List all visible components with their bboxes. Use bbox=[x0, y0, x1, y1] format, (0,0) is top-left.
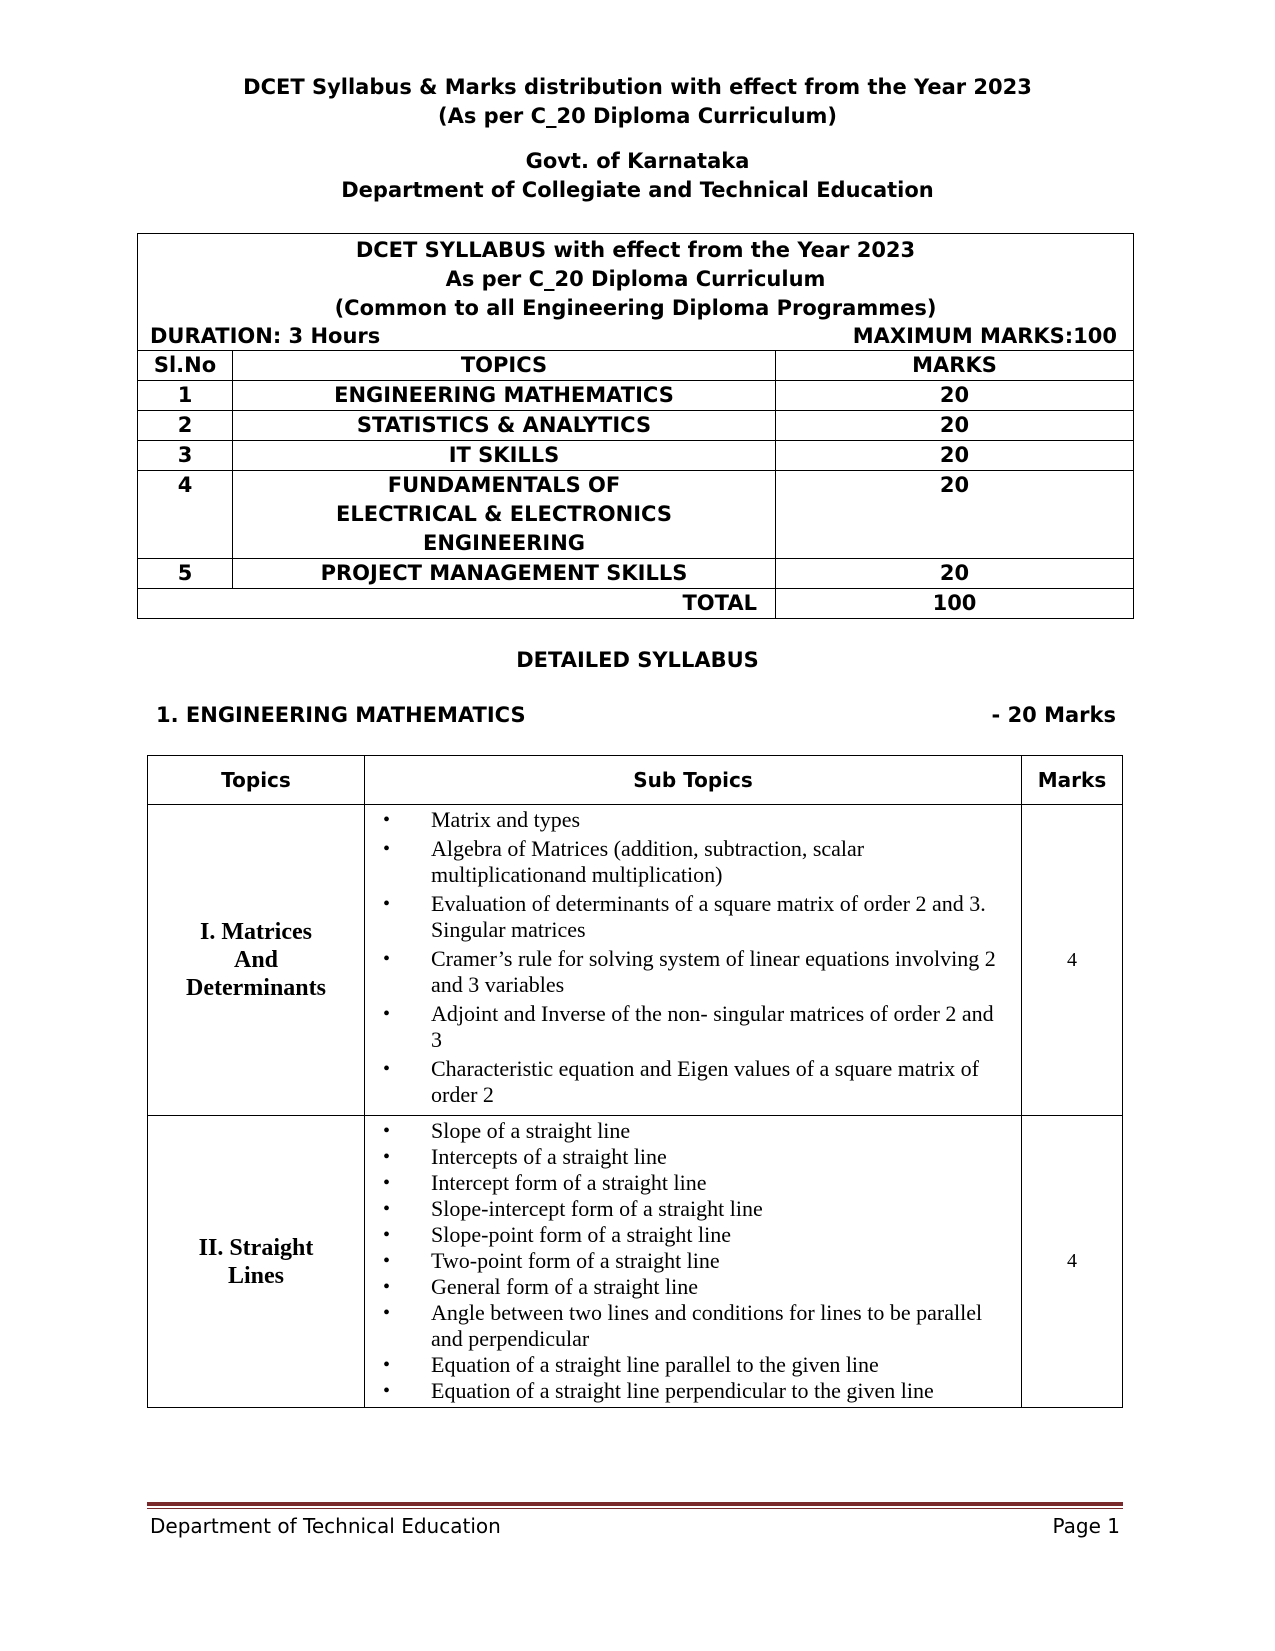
list-item: • Matrix and types bbox=[365, 807, 1021, 833]
table-row bbox=[138, 559, 1133, 589]
footer-department: Department of Technical Education bbox=[150, 1514, 501, 1538]
subtopics-cell bbox=[365, 1116, 1022, 1408]
list-item: • Evaluation of determinants of a square matrix of order 2 and 3. Singular matrices bbox=[365, 891, 1021, 943]
topic-cell bbox=[148, 1116, 365, 1408]
topic-cell bbox=[148, 805, 365, 1116]
duration-label: DURATION: 3 Hours bbox=[150, 324, 381, 348]
marks-cell: 20 bbox=[776, 441, 1134, 471]
list-item: • Characteristic equation and Eigen values of a square matrix of order 2 bbox=[365, 1056, 1021, 1108]
table-row bbox=[138, 441, 1133, 471]
topic-line: Lines bbox=[227, 1262, 284, 1289]
table-row bbox=[148, 1116, 1123, 1408]
summary-title bbox=[138, 234, 1133, 323]
marks-cell: 20 bbox=[776, 471, 1134, 559]
slno-cell: 2 bbox=[138, 411, 233, 441]
subtopic-list bbox=[365, 1116, 1021, 1404]
page-footer bbox=[150, 1514, 1120, 1538]
slno-cell: 5 bbox=[138, 559, 233, 589]
footer-divider-thin bbox=[147, 1508, 1123, 1509]
topic-cell: STATISTICS & ANALYTICS bbox=[233, 411, 776, 441]
topic-line: Determinants bbox=[186, 975, 326, 1001]
marks-cell: 4 bbox=[1022, 805, 1123, 1116]
topic-cell: PROJECT MANAGEMENT SKILLS bbox=[233, 559, 776, 589]
header-govt: Govt. of Karnataka bbox=[525, 149, 750, 173]
col-marks-header: Marks bbox=[1022, 756, 1123, 805]
summary-grid bbox=[138, 350, 1133, 618]
section-heading bbox=[156, 703, 1116, 727]
total-value: 100 bbox=[776, 589, 1134, 619]
topic-cell: IT SKILLS bbox=[233, 441, 776, 471]
marks-cell: 20 bbox=[776, 381, 1134, 411]
topic-cell: FUNDAMENTALS OF ELECTRICAL & ELECTRONICS ENGINEERING bbox=[233, 471, 776, 559]
footer-divider bbox=[147, 1502, 1123, 1506]
detailed-syllabus-heading: DETAILED SYLLABUS bbox=[516, 648, 759, 672]
summary-title-line3: (Common to all Engineering Diploma Programmes) bbox=[334, 296, 937, 320]
table-row bbox=[138, 381, 1133, 411]
list-item: • Intercepts of a straight line bbox=[365, 1144, 1021, 1170]
list-item: • Cramer’s rule for solving system of linear equations involving 2 and 3 variables bbox=[365, 946, 1021, 998]
header-title-line2: (As per C_20 Diploma Curriculum) bbox=[438, 104, 837, 128]
topic-cell: ENGINEERING MATHEMATICS bbox=[233, 381, 776, 411]
detail-header-row bbox=[148, 756, 1123, 805]
max-marks-label: MAXIMUM MARKS:100 bbox=[852, 324, 1117, 348]
list-item: • Two-point form of a straight line bbox=[365, 1248, 1021, 1274]
summary-title-line2: As per C_20 Diploma Curriculum bbox=[445, 267, 826, 291]
total-label: TOTAL bbox=[138, 589, 776, 619]
total-row bbox=[138, 589, 1133, 619]
header-title-line1: DCET Syllabus & Marks distribution with effect from the Year 2023 bbox=[243, 75, 1032, 99]
col-topics-header: Topics bbox=[148, 756, 365, 805]
slno-cell: 1 bbox=[138, 381, 233, 411]
slno-cell: 4 bbox=[138, 471, 233, 559]
section-marks: - 20 Marks bbox=[991, 703, 1116, 727]
list-item: • Slope of a straight line bbox=[365, 1118, 1021, 1144]
list-item: • Angle between two lines and conditions for lines to be parallel and perpendicular bbox=[365, 1300, 1021, 1352]
page-number: Page 1 bbox=[1052, 1514, 1120, 1538]
col-marks-header: MARKS bbox=[776, 351, 1134, 381]
list-item: • Slope-point form of a straight line bbox=[365, 1222, 1021, 1248]
list-item: • Equation of a straight line parallel to the given line bbox=[365, 1352, 1021, 1378]
summary-table bbox=[137, 233, 1134, 619]
topic-line: I. Matrices bbox=[200, 919, 312, 945]
subtopics-cell bbox=[365, 805, 1022, 1116]
col-slno-header: Sl.No bbox=[138, 351, 233, 381]
marks-cell: 4 bbox=[1022, 1116, 1123, 1408]
summary-duration-row bbox=[138, 323, 1133, 350]
list-item: • Slope-intercept form of a straight line bbox=[365, 1196, 1021, 1222]
list-item: • Equation of a straight line perpendicular to the given line bbox=[365, 1378, 1021, 1404]
list-item: • Algebra of Matrices (addition, subtraction, scalar multiplicationand multiplication) bbox=[365, 836, 1021, 888]
list-item: • Intercept form of a straight line bbox=[365, 1170, 1021, 1196]
topic-line: And bbox=[233, 947, 279, 973]
detail-table bbox=[147, 755, 1123, 1408]
table-row bbox=[138, 471, 1133, 559]
subtopic-list bbox=[365, 805, 1021, 1108]
col-subtopics-header: Sub Topics bbox=[365, 756, 1022, 805]
list-item: • Adjoint and Inverse of the non- singular matrices of order 2 and 3 bbox=[365, 1001, 1021, 1053]
summary-header-row bbox=[138, 351, 1133, 381]
col-topics-header: TOPICS bbox=[233, 351, 776, 381]
section-title: 1. ENGINEERING MATHEMATICS bbox=[156, 703, 526, 727]
table-row bbox=[138, 411, 1133, 441]
list-item: • General form of a straight line bbox=[365, 1274, 1021, 1300]
marks-cell: 20 bbox=[776, 411, 1134, 441]
marks-cell: 20 bbox=[776, 559, 1134, 589]
summary-title-line1: DCET SYLLABUS with effect from the Year 2023 bbox=[355, 238, 916, 262]
header-department: Department of Collegiate and Technical Education bbox=[341, 178, 934, 202]
table-row bbox=[148, 805, 1123, 1116]
topic-line: II. Straight bbox=[198, 1234, 314, 1261]
slno-cell: 3 bbox=[138, 441, 233, 471]
